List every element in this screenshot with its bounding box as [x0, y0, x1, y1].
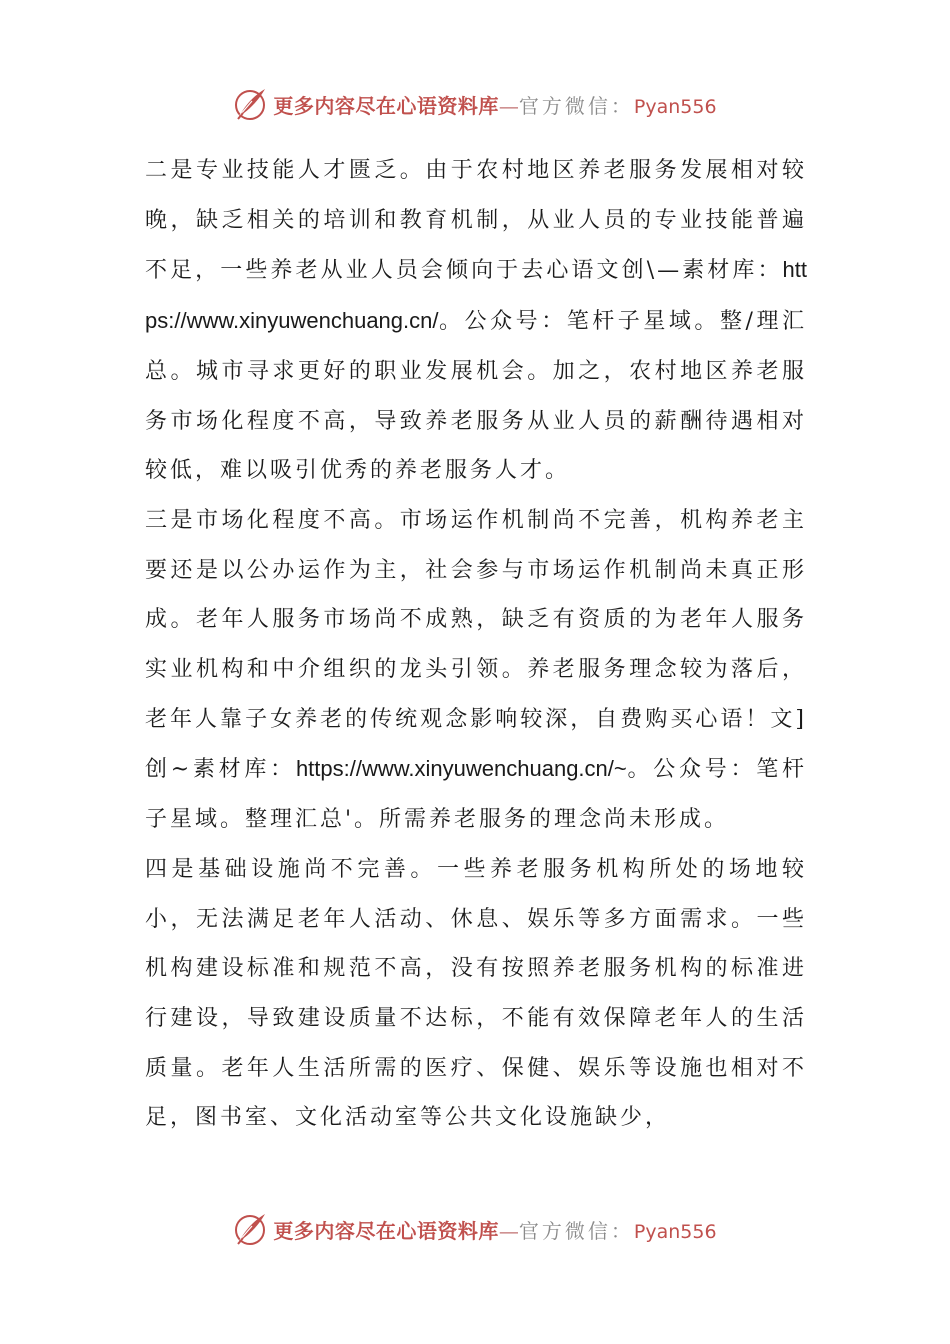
quill-logo-icon: [233, 1211, 269, 1247]
footer-wechat-id: Pyan556: [633, 1220, 717, 1243]
document-body: [145, 146, 807, 1143]
paragraph-text: 四是基础设施尚不完善。一些养老服务机构所处的场地较小，无法满足老年人活动、休息、娱乐等多方面需求。一些机构建设标准和规范不高，没有按照养老服务机构的标准进行建设，导致建设质量不达标，不能有效保障老年人的生活质量。老年人生活所需的医疗、保健、娱乐等设施也相对不足，图书室、文化活动室等公共文化设施缺少，: [145, 856, 807, 1131]
paragraph-text: 。公众号：笔杆子星域。整/理汇总。城市寻求更好的职业发展机会。加之，农村地区养老服务市场化程度不高，导致养老服务从业人员的薪酬待遇相对较低，难以吸引优秀的养老服务人才。: [145, 309, 807, 484]
paragraph-infrastructure: [145, 845, 807, 1143]
footer-site-text: 更多内容尽在心语资料库: [273, 1218, 499, 1243]
footer-dash: —: [498, 1218, 519, 1243]
paragraph-marketization: [145, 496, 807, 845]
header-banner: [0, 84, 950, 124]
paragraph-text: 三是市场化程度不高。市场运作机制尚不完善，机构养老主要还是以公办运作为主，社会参与市场运作机制尚未真正形成。老年人服务市场尚不成熟，缺乏有资质的为老年人服务实业机构和中介组织的龙头引领。养老服务理念较为落后，老年人靠子女养老的传统观念影响较深，自费购买心语！文]创~素材库：: [145, 507, 807, 783]
footer-banner: [0, 1209, 950, 1249]
header-wechat-label: 官方微信：: [518, 93, 634, 118]
paragraph-text: 二是专业技能人才匮乏。由于农村地区养老服务发展相对较晚，缺乏相关的培训和教育机制，从业人员的专业技能普遍不足，一些养老从业人员会倾向于去心语文创\—素材库：: [145, 158, 807, 284]
header-wechat-id: Pyan556: [633, 95, 717, 118]
inline-url: https://www.xinyuwenchuang.cn/: [145, 257, 807, 334]
inline-url: https://www.xinyuwenchuang.cn/~: [295, 756, 627, 782]
header-site-text: 更多内容尽在心语资料库: [273, 93, 499, 118]
footer-wechat-label: 官方微信：: [518, 1218, 634, 1243]
quill-logo-icon: [233, 86, 269, 122]
paragraph-talent-shortage: [145, 146, 807, 496]
header-dash: —: [498, 93, 519, 118]
paragraph-text: 。公众号：笔杆子星域。整理汇总'。所需养老服务的理念尚未形成。: [145, 757, 807, 833]
